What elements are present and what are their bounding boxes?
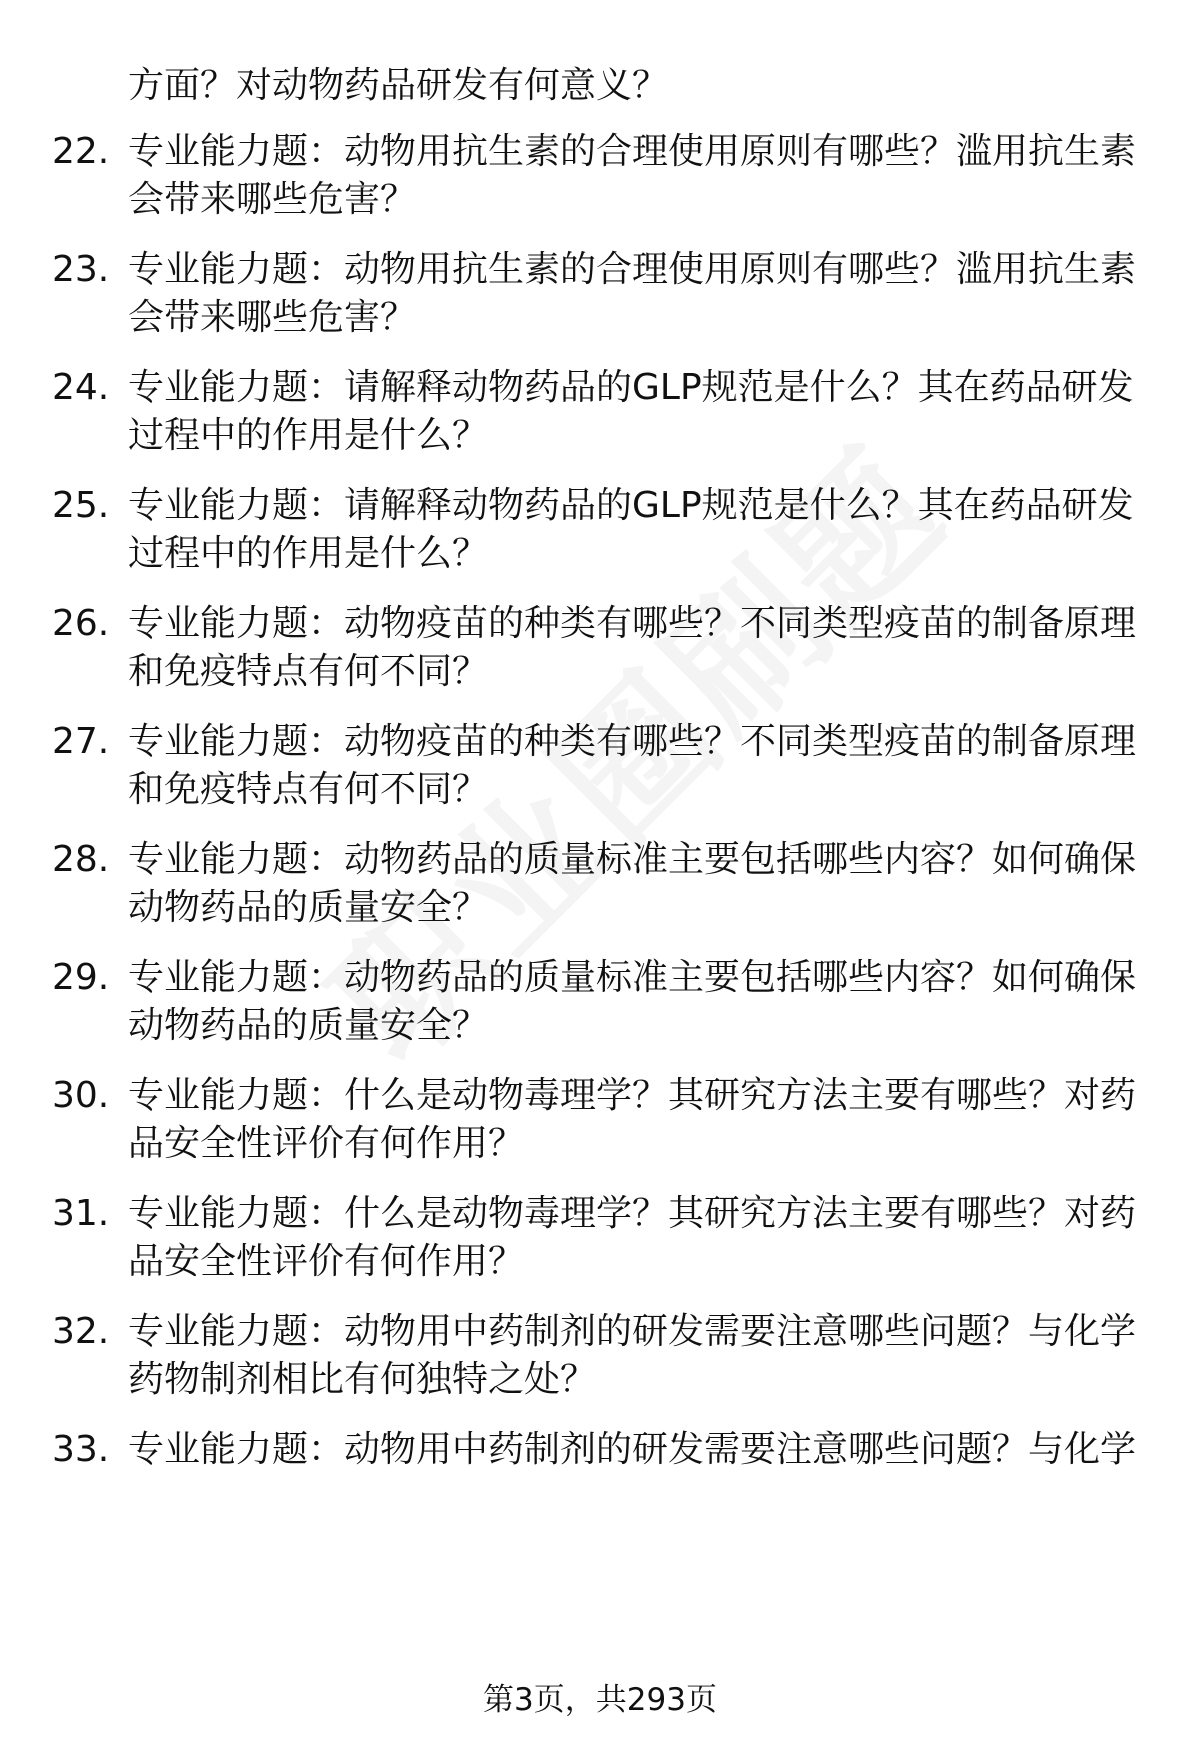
question-text: 专业能力题：什么是动物毒理学？其研究方法主要有哪些？对药品安全性评价有何作用？ xyxy=(128,1075,1137,1164)
question-number: 29. xyxy=(52,957,110,998)
question-number: 23. xyxy=(52,249,110,290)
question-text: 专业能力题：动物药品的质量标准主要包括哪些内容？如何确保动物药品的质量安全？ xyxy=(128,957,1137,1046)
question-number: 27. xyxy=(52,721,110,762)
page-footer: 第3页，共293页 xyxy=(483,1682,717,1718)
question-text: 专业能力题：请解释动物药品的GLP规范是什么？其在药品研发过程中的作用是什么？ xyxy=(128,485,1134,574)
question-number: 30. xyxy=(52,1075,110,1116)
question-text: 专业能力题：动物疫苗的种类有哪些？不同类型疫苗的制备原理和免疫特点有何不同？ xyxy=(128,721,1137,810)
question-number: 25. xyxy=(52,485,110,526)
question-number: 32. xyxy=(52,1311,110,1352)
question-text: 方面？对动物药品研发有何意义？ xyxy=(128,65,669,106)
question-number: 31. xyxy=(52,1193,110,1234)
question-number: 28. xyxy=(52,839,110,880)
question-text: 专业能力题：动物药品的质量标准主要包括哪些内容？如何确保动物药品的质量安全？ xyxy=(128,839,1137,928)
question-text: 专业能力题：动物用中药制剂的研发需要注意哪些问题？与化学药物制剂相比有何独特之处？ xyxy=(128,1311,1137,1400)
question-text: 专业能力题：请解释动物药品的GLP规范是什么？其在药品研发过程中的作用是什么？ xyxy=(128,367,1134,456)
question-number: 33. xyxy=(52,1429,110,1470)
question-text: 专业能力题：动物用中药制剂的研发需要注意哪些问题？与化学 xyxy=(128,1429,1137,1470)
question-text: 专业能力题：什么是动物毒理学？其研究方法主要有哪些？对药品安全性评价有何作用？ xyxy=(128,1193,1137,1282)
question-text: 专业能力题：动物疫苗的种类有哪些？不同类型疫苗的制备原理和免疫特点有何不同？ xyxy=(128,603,1137,692)
question-number: 24. xyxy=(52,367,110,408)
question-number: 26. xyxy=(52,603,110,644)
question-text: 专业能力题：动物用抗生素的合理使用原则有哪些？滥用抗生素会带来哪些危害？ xyxy=(128,131,1137,220)
question-number: 22. xyxy=(52,131,110,172)
question-text: 专业能力题：动物用抗生素的合理使用原则有哪些？滥用抗生素会带来哪些危害？ xyxy=(128,249,1137,338)
